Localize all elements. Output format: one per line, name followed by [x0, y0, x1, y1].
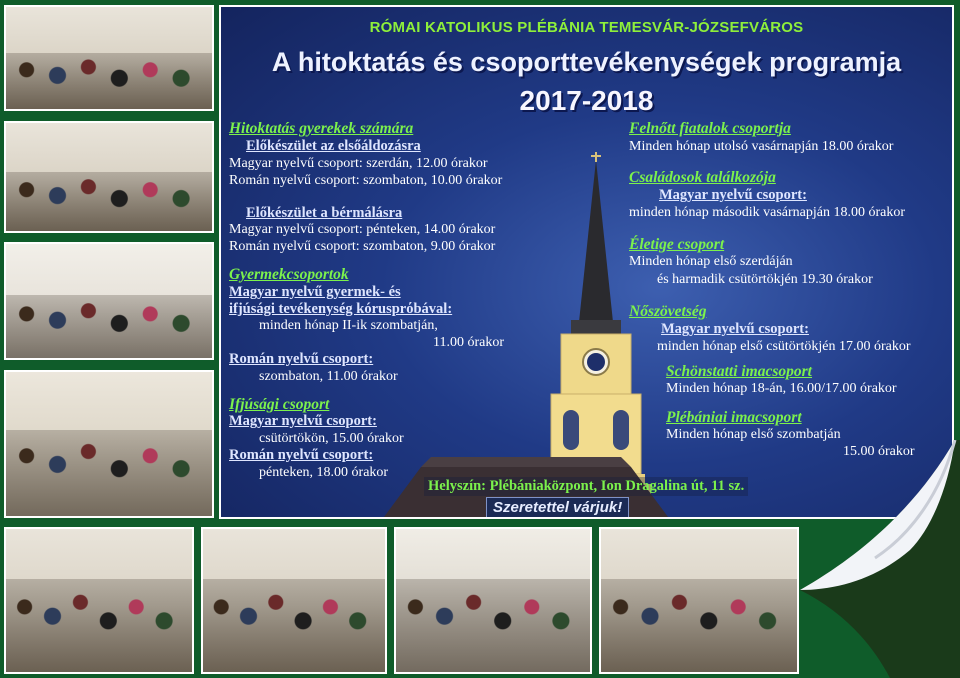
- welcome-banner: Szeretettel várjuk!: [486, 497, 629, 518]
- section-title-young-adults: Felnőtt fiatalok csoportja: [629, 120, 791, 137]
- schedule-line: 15.00 órakor: [843, 444, 915, 459]
- schedule-line: minden hónap II-ik szombatján,: [259, 318, 438, 333]
- schedule-line: minden hónap második vasárnapján 18.00 órakor: [629, 205, 906, 220]
- schedule-line: 11.00 órakor: [433, 335, 505, 350]
- subsection-first-communion: Előkészület az elsőáldozásra: [246, 138, 421, 154]
- subsection-confirmation: Előkészület a bérmálásra: [246, 205, 403, 221]
- schedule-line: Minden hónap első szombatján: [666, 427, 841, 442]
- section-title-parish-prayer: Plébániai imacsoport: [666, 409, 802, 426]
- poster-title: A hitoktatás és csoporttevékenységek programja: [271, 47, 902, 77]
- subsection-hungarian-group: Magyar nyelvű csoport:: [659, 187, 807, 203]
- schedule-line: Minden hónap utolsó vasárnapján 18.00 órakor: [629, 139, 894, 154]
- subsection-hungarian-group: Magyar nyelvű csoport:: [661, 321, 809, 337]
- photo-kids-classroom: [394, 527, 592, 674]
- page-curl-decoration: [780, 440, 960, 678]
- subsection-romanian-group: Román nyelvű csoport:: [229, 351, 374, 367]
- subsection-romanian-group: Román nyelvű csoport:: [229, 447, 374, 463]
- schedule-line: Román nyelvű csoport: szombaton, 10.00 órakor: [229, 173, 503, 188]
- parish-name: RÓMAI KATOLIKUS PLÉBÁNIA TEMESVÁR-JÓZSEFVÁROS: [369, 19, 804, 36]
- photo-teens-table: [201, 527, 387, 674]
- schedule-line: Minden hónap 18-án, 16.00/17.00 órakor: [666, 381, 897, 396]
- schedule-line: Magyar nyelvű csoport: szerdán, 12.00 órakor: [229, 156, 488, 171]
- section-title-children-catechesis: Hitoktatás gyerekek számára: [229, 120, 414, 137]
- schedule-line: csütörtökön, 15.00 órakor: [259, 431, 404, 446]
- photo-kids-long-table: [599, 527, 799, 674]
- schedule-line: minden hónap első csütörtökjén 17.00 órakor: [657, 339, 911, 354]
- photo-group-meeting: [4, 5, 214, 111]
- schedule-line: Magyar nyelvű csoport: pénteken, 14.00 órakor: [229, 222, 496, 237]
- photo-youth-circle: [4, 370, 214, 518]
- section-title-children-groups: Gyermekcsoportok: [229, 266, 349, 283]
- schedule-line: szombaton, 11.00 órakor: [259, 369, 398, 384]
- schedule-line: pénteken, 18.00 órakor: [259, 465, 389, 480]
- location-text: Helyszín: Plébániaközpont, Ion Dragalina út, 11 sz.: [424, 477, 748, 496]
- subsection-hungarian-children-choir: Magyar nyelvű gyermek- és: [229, 284, 401, 300]
- section-title-families: Családosok találkozója: [629, 169, 776, 186]
- schedule-line: és harmadik csütörtökjén 19.30 órakor: [657, 272, 873, 287]
- subsection-hungarian-children-choir-2: ifjúsági tevékenység kórusprόbával:: [229, 301, 453, 317]
- school-year: 2017-2018: [519, 85, 654, 116]
- photo-adult-meeting: [4, 121, 214, 233]
- section-title-word-of-life: Életige csoport: [629, 236, 725, 253]
- subsection-hungarian-group: Magyar nyelvű csoport:: [229, 413, 377, 429]
- schedule-line: Minden hónap első szerdáján: [629, 254, 793, 269]
- photo-children-dance: [4, 527, 194, 674]
- section-title-womens-association: Nőszövetség: [629, 303, 707, 320]
- photo-children-table: [4, 242, 214, 360]
- section-title-youth-group: Ifjúsági csoport: [229, 396, 330, 413]
- schedule-line: Román nyelvű csoport: szombaton, 9.00 órakor: [229, 239, 496, 254]
- section-title-schoenstatt-prayer: Schönstatti imacsoport: [666, 363, 812, 380]
